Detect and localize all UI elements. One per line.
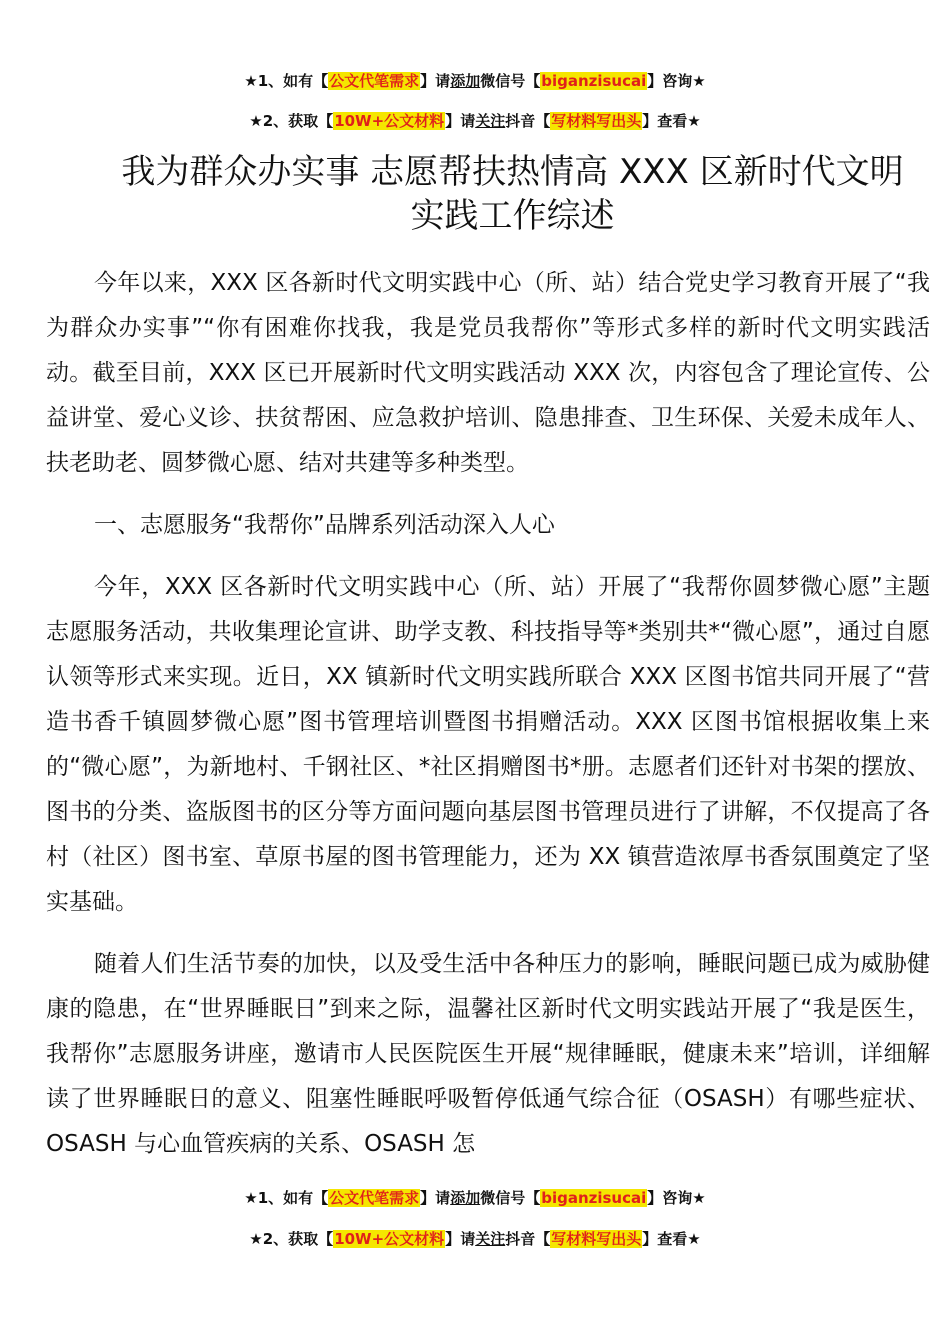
- paragraph-sleep: 随着人们生活节奏的加快，以及受生活中各种压力的影响，睡眠问题已成为威胁健康的隐患，在“世界睡眠日”到来之际，温馨社区新时代文明实践站开展了“我是医生，我帮你”志愿服务讲座，邀请市人民医院医生开展“规律睡眠，健康未来”培训，详细解读了世界睡眠日的意义、阻塞性睡眠呼吸暂停低通气综合征（OSASH）有哪些症状、OSASH 与心血管疾病的关系、OSASH 怎: [46, 951, 930, 1157]
- ad-text: 】咨询★: [647, 72, 706, 90]
- ad-text: ★2、获取【: [249, 112, 334, 130]
- ad-highlight: biganzisucai: [541, 72, 647, 90]
- ad-text: 】查看★: [642, 112, 701, 130]
- ad-text: 微信号【: [480, 72, 541, 90]
- ad-text: 抖音【: [505, 112, 551, 130]
- document-body: [46, 261, 930, 1184]
- ad-text: 】查看★: [642, 1230, 701, 1248]
- ad-highlight: 公文代笔需求: [329, 72, 420, 90]
- ad-text: ★2、获取【: [249, 1230, 334, 1248]
- ad-highlight: 10W+公文材料: [334, 112, 445, 130]
- ad-highlight: 写材料写出头: [551, 1230, 642, 1248]
- ad-underlined: 添加: [450, 72, 481, 90]
- ad-text: 抖音【: [505, 1230, 551, 1248]
- ad-text: 】请: [445, 112, 476, 130]
- title-line-1: 我为群众办实事 志愿帮扶热情高 XXX 区新时代文明: [121, 152, 904, 192]
- title-line-2: 实践工作综述: [410, 196, 615, 236]
- ad-text: 】请: [420, 1189, 451, 1207]
- ad-text: 微信号【: [480, 1189, 541, 1207]
- ad-text: 】请: [445, 1230, 476, 1248]
- ad-underlined: 关注: [475, 1230, 506, 1248]
- ad-text: ★1、如有【: [244, 1189, 329, 1207]
- ad-text: 】请: [420, 72, 451, 90]
- paragraph-wishes: 今年，XXX 区各新时代文明实践中心（所、站）开展了“我帮你圆梦微心愿”主题志愿服务活动，共收集理论宣讲、助学支教、科技指导等*类别共*“微心愿”，通过自愿认领等形式来实现。近日，XX 镇新时代文明实践所联合 XXX 区图书馆共同开展了“营造书香千镇圆梦微心愿”图书管理培训暨图书捐赠活动。XXX 区图书馆根据收集上来的“微心愿”，为新地村、千钢社区、*社区捐赠图书*册。志愿者们还针对书架的摆放、图书的分类、盗版图书的区分等方面问题向基层图书管理员进行了讲解，不仅提高了各村（社区）图书室、草原书屋的图书管理能力，还为 XX 镇营造浓厚书香氛围奠定了坚实基础。: [46, 574, 930, 915]
- header-ad-line-2: [0, 110, 950, 132]
- paragraph-intro: 今年以来，XXX 区各新时代文明实践中心（所、站）结合党史学习教育开展了“我为群众办实事”“你有困难你找我，我是党员我帮你”等形式多样的新时代文明实践活动。截至目前，XXX 区已开展新时代文明实践活动 XXX 次，内容包含了理论宣传、公益讲堂、爱心义诊、扶贫帮困、应急救护培训、隐患排查、卫生环保、关爱未成年人、扶老助老、圆梦微心愿、结对共建等多种类型。: [46, 270, 930, 476]
- ad-highlight: 10W+公文材料: [334, 1230, 445, 1248]
- ad-underlined: 添加: [450, 1189, 481, 1207]
- ad-highlight: 写材料写出头: [551, 112, 642, 130]
- ad-text: ★1、如有【: [244, 72, 329, 90]
- ad-underlined: 关注: [475, 112, 506, 130]
- section-heading-1: 一、志愿服务“我帮你”品牌系列活动深入人心: [94, 512, 555, 538]
- document-title: [90, 150, 935, 238]
- footer-ad-line-1: [0, 1187, 950, 1209]
- header-ad-line-1: [0, 70, 950, 92]
- ad-highlight: 公文代笔需求: [329, 1189, 420, 1207]
- ad-text: 】咨询★: [647, 1189, 706, 1207]
- footer-ad-line-2: [0, 1228, 950, 1250]
- ad-highlight: biganzisucai: [541, 1189, 647, 1207]
